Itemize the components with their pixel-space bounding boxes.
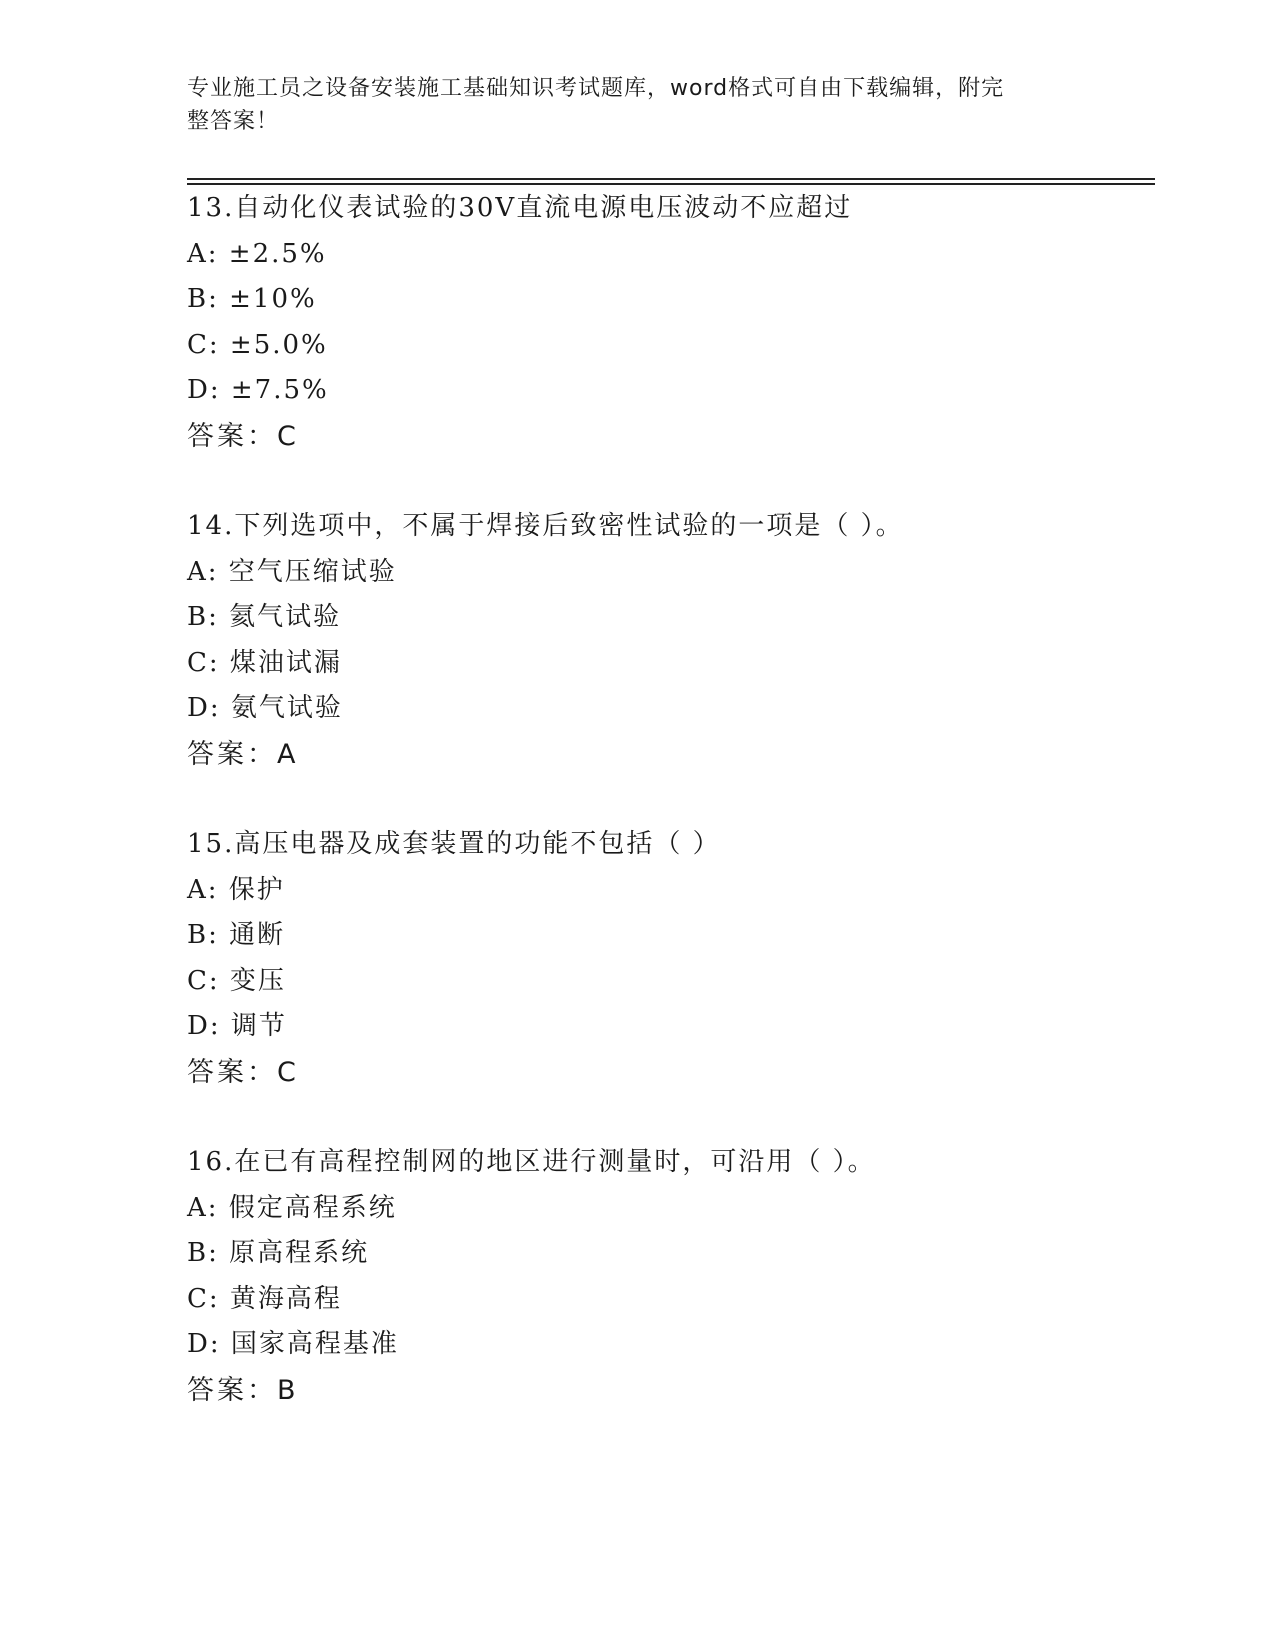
option-d: D: 调节 (187, 1011, 287, 1041)
question-14 (187, 504, 1155, 777)
option-d: D: 国家高程基准 (187, 1329, 399, 1359)
header-line-2: 整答案！ (187, 109, 280, 134)
question-13 (187, 186, 1155, 459)
answer-value: A (277, 738, 297, 770)
answer-label: 答案： (187, 738, 277, 770)
option-c: C: 变压 (187, 965, 286, 996)
question-16 (187, 1140, 1155, 1413)
question-title: 15.高压电器及成套装置的功能不包括（ ） (187, 829, 721, 859)
answer-label: 答案： (187, 420, 277, 452)
option-d: D: 氨气试验 (187, 693, 343, 723)
option-b: B: 氦气试验 (187, 602, 342, 632)
option-a: A: ±2.5% (187, 238, 327, 269)
option-d: D: ±7.5% (187, 375, 329, 405)
option-c: C: ±5.0% (187, 329, 328, 360)
answer-value: C (277, 1056, 297, 1088)
question-15 (187, 822, 1155, 1095)
answer-line (187, 1050, 1155, 1096)
question-title: 14.下列选项中，不属于焊接后致密性试验的一项是（ ）。 (187, 511, 904, 541)
question-title: 16.在已有高程控制网的地区进行测量时，可沿用（ ）。 (187, 1147, 876, 1177)
option-b: B: ±10% (187, 284, 317, 314)
answer-line (187, 732, 1155, 778)
option-a: A: 空气压缩试验 (187, 556, 397, 587)
document-header (187, 72, 1087, 138)
answer-line (187, 414, 1155, 460)
answer-value: C (277, 420, 297, 452)
question-title: 13.自动化仪表试验的30V直流电源电压波动不应超过 (187, 193, 853, 223)
option-a: A: 保护 (187, 874, 285, 905)
option-b: B: 原高程系统 (187, 1238, 370, 1268)
answer-label: 答案： (187, 1374, 277, 1406)
option-c: C: 煤油试漏 (187, 647, 342, 678)
header-divider-bottom (187, 183, 1155, 185)
answer-value: B (277, 1374, 297, 1406)
option-c: C: 黄海高程 (187, 1283, 342, 1314)
header-line-1: 专业施工员之设备安装施工基础知识考试题库，word格式可自由下载编辑，附完 (187, 76, 1005, 101)
answer-line (187, 1368, 1155, 1414)
header-divider-top (187, 178, 1155, 180)
answer-label: 答案： (187, 1056, 277, 1088)
option-b: B: 通断 (187, 920, 286, 950)
option-a: A: 假定高程系统 (187, 1192, 397, 1223)
